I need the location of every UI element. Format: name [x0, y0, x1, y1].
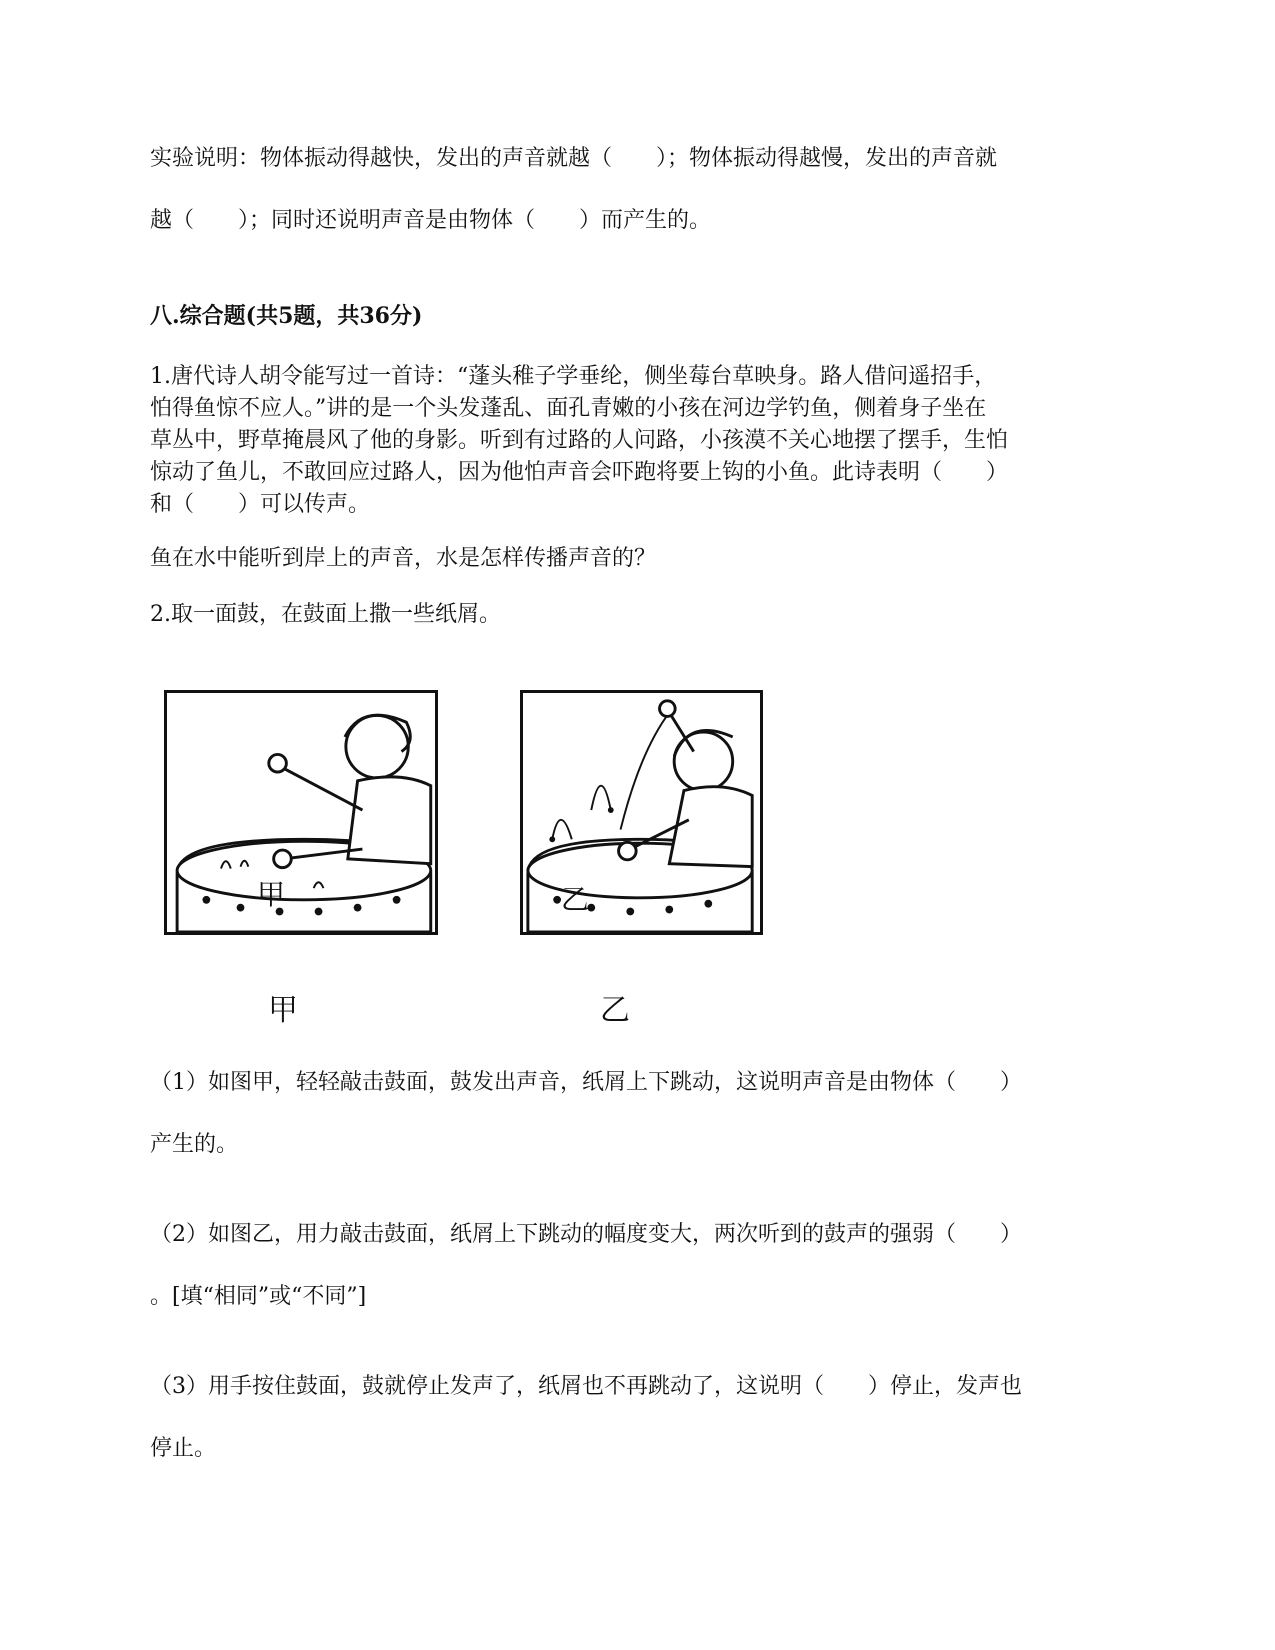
- experiment-note-line-1: 实验说明：物体振动得越快，发出的声音就越（ ）；物体振动得越慢，发出的声音就: [150, 146, 998, 171]
- question-2-intro: 2.取一面鼓，在鼓面上撒一些纸屑。: [150, 602, 501, 627]
- question-1-line-1: 1.唐代诗人胡令能写过一首诗：“蓬头稚子学垂纶，侧坐莓台草映身。路人借问遥招手，: [150, 364, 997, 389]
- figure-yi: [520, 690, 763, 935]
- sub-question-3-line-2: 停止。: [150, 1436, 217, 1461]
- figure-yi-caption: 乙: [600, 993, 630, 1028]
- sub-question-1-line-1: （1）如图甲，轻轻敲击鼓面，鼓发出声音，纸屑上下跳动，这说明声音是由物体（ ）: [150, 1070, 1023, 1095]
- drum-hard-strike-illustration: [523, 693, 760, 932]
- sub-question-2-line-2: 。[填“相同”或“不同”]: [150, 1284, 367, 1309]
- figure-jia-inner-label: 甲: [257, 878, 286, 911]
- question-1-line-5: 和（ ）可以传声。: [150, 492, 371, 517]
- question-1-line-3: 草丛中，野草掩晨风了他的身影。听到有过路的人问路，小孩漠不关心地摆了摆手，生怕: [150, 428, 1009, 453]
- sub-question-1-line-2: 产生的。: [150, 1132, 239, 1157]
- experiment-note-line-2: 越（ ）；同时还说明声音是由物体（ ）而产生的。: [150, 208, 712, 233]
- sub-question-3-line-1: （3）用手按住鼓面，鼓就停止发声了，纸屑也不再跳动了，这说明（ ）停止，发声也: [150, 1374, 1023, 1399]
- question-1-line-4: 惊动了鱼儿，不敢回应过路人，因为他怕声音会吓跑将要上钩的小鱼。此诗表明（ ）: [150, 460, 1009, 485]
- figure-jia: [164, 690, 438, 935]
- section-heading: 八.综合题(共5题，共36分): [150, 303, 423, 329]
- sub-question-2-line-1: （2）如图乙，用力敲击鼓面，纸屑上下跳动的幅度变大，两次听到的鼓声的强弱（ ）: [150, 1222, 1023, 1247]
- figure-yi-inner-label: 乙: [561, 883, 590, 916]
- question-1-line-2: 怕得鱼惊不应人。”讲的是一个头发蓬乱、面孔青嫩的小孩在河边学钓鱼，侧着身子坐在: [150, 396, 987, 421]
- question-1-followup: 鱼在水中能听到岸上的声音，水是怎样传播声音的？: [150, 546, 657, 571]
- drum-light-tap-illustration: [167, 693, 435, 932]
- figure-jia-caption: 甲: [268, 993, 298, 1028]
